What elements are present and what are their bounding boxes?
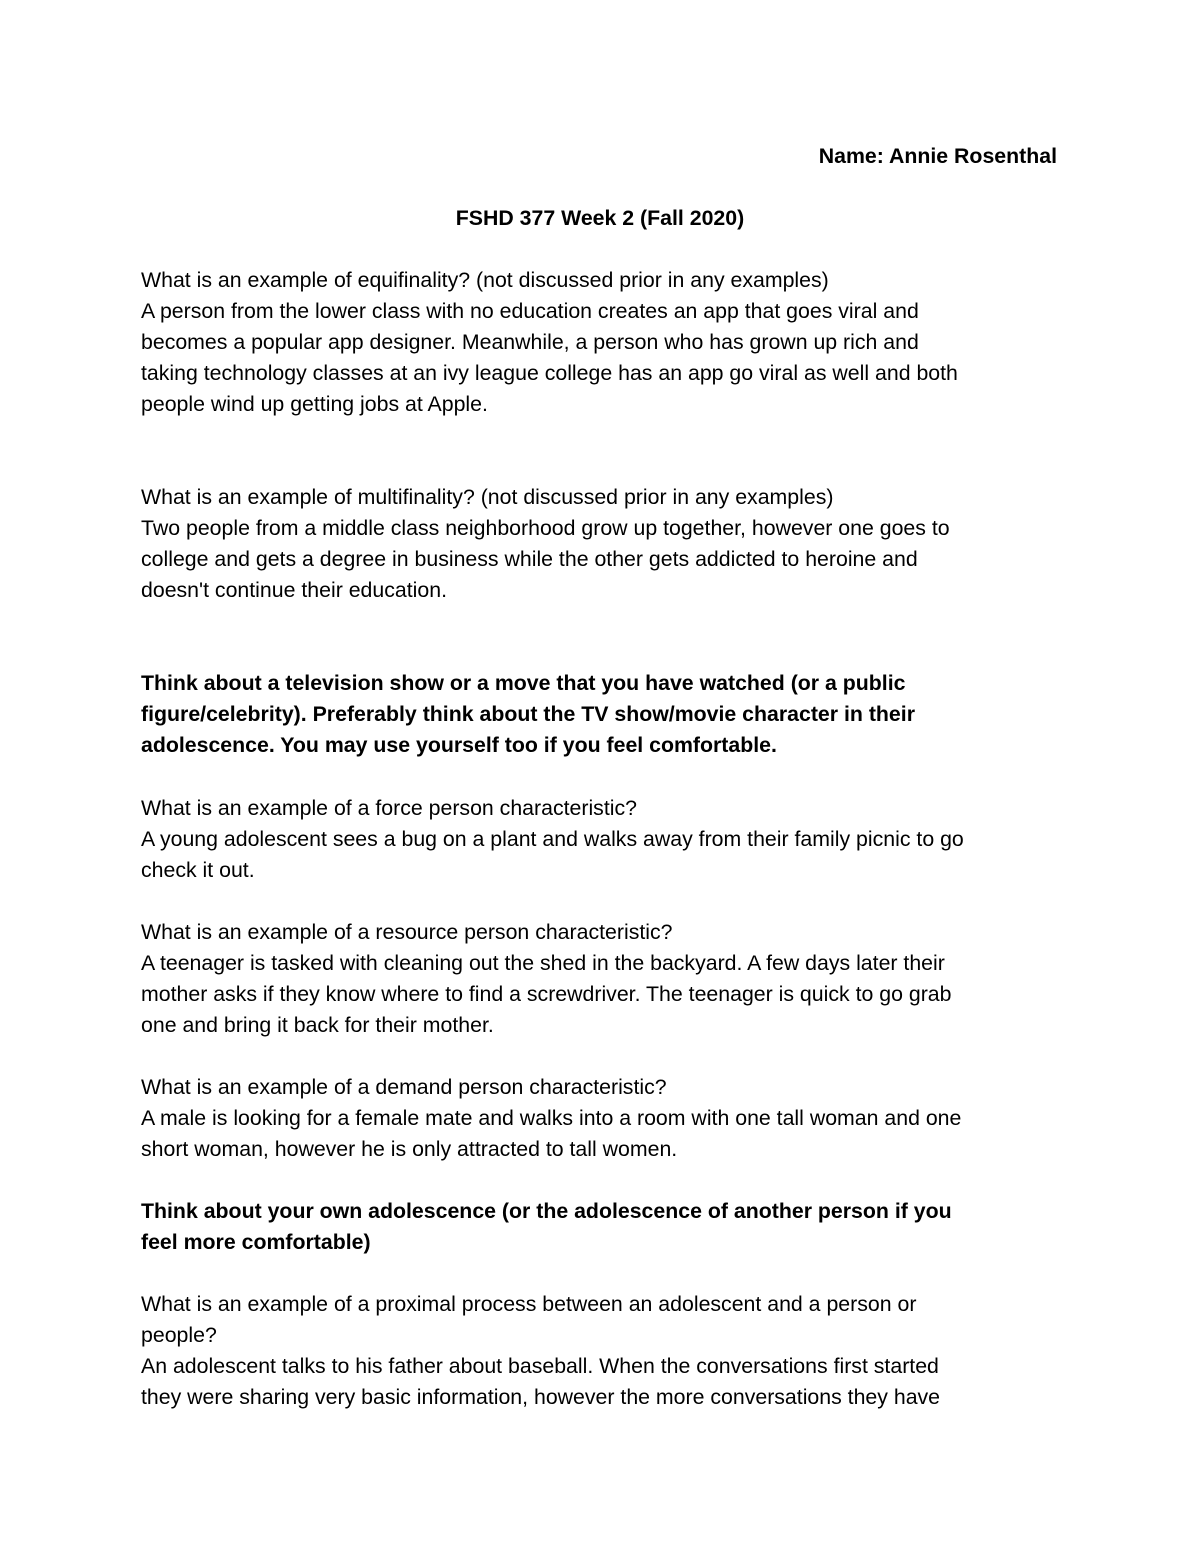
equifinality-question: What is an example of equifinality? (not discussed prior in any examples) <box>141 268 829 292</box>
force-question: What is an example of a force person characteristic? <box>141 796 637 820</box>
force-answer-line: A young adolescent sees a bug on a plant and walks away from their family picnic to go <box>141 827 964 851</box>
tv-prompt-line: Think about a television show or a move that you have watched (or a public <box>141 671 906 695</box>
equifinality-answer-line: taking technology classes at an ivy league college has an app go viral as well and both <box>141 361 958 385</box>
force-answer-line: check it out. <box>141 858 255 882</box>
own-prompt-line: feel more comfortable) <box>141 1230 371 1254</box>
proximal-answer-line: they were sharing very basic information, however the more conversations they have <box>141 1385 941 1409</box>
document-title: FSHD 377 Week 2 (Fall 2020) <box>455 206 745 230</box>
own-prompt-line: Think about your own adolescence (or the adolescence of another person if you <box>141 1199 952 1223</box>
demand-answer-line: A male is looking for a female mate and walks into a room with one tall woman and one <box>141 1106 962 1130</box>
equifinality-answer-line: people wind up getting jobs at Apple. <box>141 392 488 416</box>
multifinality-question: What is an example of multifinality? (not discussed prior in any examples) <box>141 485 834 509</box>
demand-question: What is an example of a demand person characteristic? <box>141 1075 667 1099</box>
resource-answer-line: one and bring it back for their mother. <box>141 1013 494 1037</box>
tv-prompt-line: figure/celebrity). Preferably think about the TV show/movie character in their <box>141 702 915 726</box>
multifinality-answer-line: doesn't continue their education. <box>141 578 447 602</box>
proximal-question-line: What is an example of a proximal process between an adolescent and a person or <box>141 1292 917 1316</box>
resource-question: What is an example of a resource person characteristic? <box>141 920 673 944</box>
tv-prompt-line: adolescence. You may use yourself too if you feel comfortable. <box>141 733 777 757</box>
student-name: Name: Annie Rosenthal <box>818 144 1057 168</box>
equifinality-answer-line: becomes a popular app designer. Meanwhile, a person who has grown up rich and <box>141 330 919 354</box>
demand-answer-line: short woman, however he is only attracted to tall women. <box>141 1137 678 1161</box>
proximal-question-line: people? <box>141 1323 217 1347</box>
resource-answer-line: mother asks if they know where to find a screwdriver. The teenager is quick to go grab <box>141 982 952 1006</box>
proximal-answer-line: An adolescent talks to his father about baseball. When the conversations first started <box>141 1354 939 1378</box>
multifinality-answer-line: Two people from a middle class neighborhood grow up together, however one goes to <box>141 516 950 540</box>
resource-answer-line: A teenager is tasked with cleaning out the shed in the backyard. A few days later their <box>141 951 945 975</box>
equifinality-answer-line: A person from the lower class with no education creates an app that goes viral and <box>141 299 919 323</box>
multifinality-answer-line: college and gets a degree in business while the other gets addicted to heroine and <box>141 547 918 571</box>
